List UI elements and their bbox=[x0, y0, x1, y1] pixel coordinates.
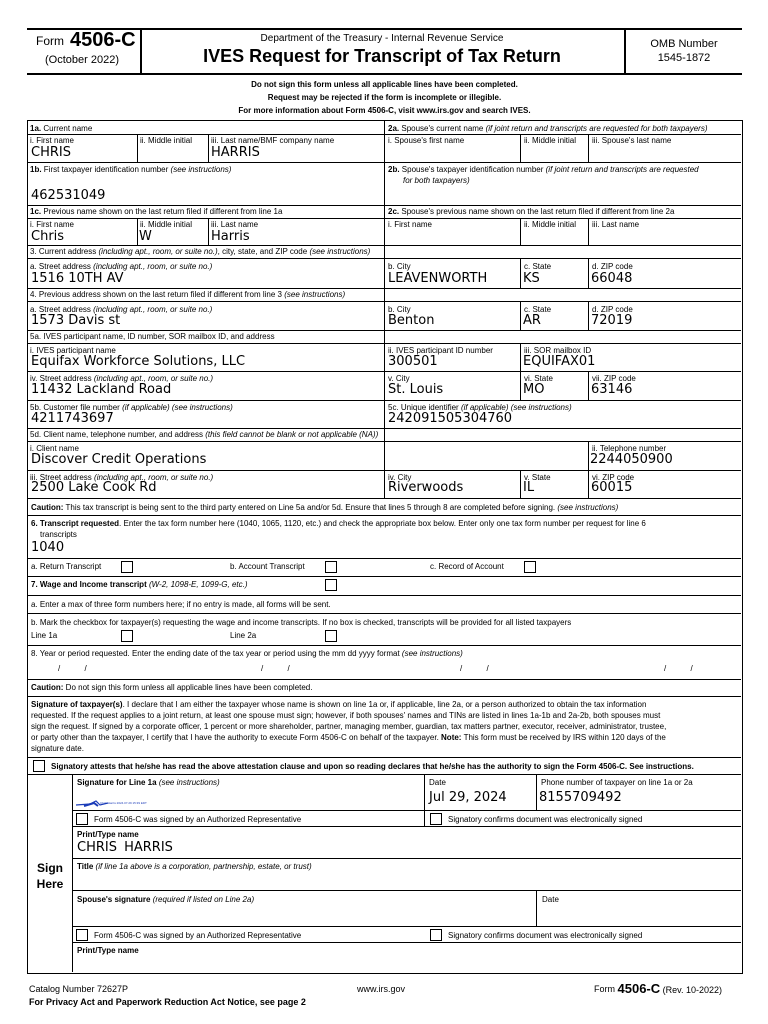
date-field[interactable]: Jul 29, 2024 bbox=[429, 790, 507, 805]
omb-number: 1545-1872 bbox=[657, 52, 711, 64]
line-7a-label: a. Enter a max of three form numbers here; if no entry is made, all forms will be sent. bbox=[31, 600, 331, 609]
ives-state-field[interactable]: MO bbox=[523, 382, 545, 397]
sign-here-label-1: Sign bbox=[37, 861, 63, 875]
period-field-4[interactable]: / / bbox=[664, 664, 693, 673]
last-name-field[interactable]: HARRIS bbox=[211, 145, 260, 160]
client-zip-label: vi. ZIP code bbox=[592, 473, 635, 482]
account-transcript-checkbox[interactable] bbox=[325, 561, 337, 573]
account-transcript-label: b. Account Transcript bbox=[230, 562, 305, 571]
state-field[interactable]: KS bbox=[523, 271, 540, 286]
signature-declaration-2: requested. If the request applies to a joint return, at least one spouse must sign; however, if both spouses' names and TINs are listed in lines 1a-1b and 2a-2b, both spouses must bbox=[31, 711, 661, 720]
return-transcript-checkbox[interactable] bbox=[121, 561, 133, 573]
form-word: Form bbox=[36, 34, 64, 48]
title-label: Title (if line 1a above is a corporation, partnership, estate, or trust) bbox=[77, 862, 312, 871]
prev-last-field[interactable]: Harris bbox=[211, 229, 250, 244]
attestation-text: Signatory attests that he/she has read the above attestation clause and upon so reading declares that he/she has the authority to sign the Form 4506-C. See instructions. bbox=[51, 762, 694, 771]
tin-field[interactable]: 462531049 bbox=[31, 188, 106, 203]
client-zip-field[interactable]: 60015 bbox=[591, 480, 633, 495]
prev-zip-field[interactable]: 72019 bbox=[591, 313, 633, 328]
ives-zip-label: vii. ZIP code bbox=[592, 374, 636, 383]
attestation-checkbox[interactable] bbox=[33, 760, 45, 772]
form-number: 4506-C bbox=[70, 29, 136, 51]
client-city-field[interactable]: Riverwoods bbox=[388, 480, 464, 495]
authorized-rep-label-2: Form 4506-C was signed by an Authorized Representative bbox=[94, 931, 302, 940]
ives-city-label: v. City bbox=[388, 374, 410, 383]
client-state-label: v. State bbox=[524, 473, 551, 482]
city-field[interactable]: LEAVENWORTH bbox=[388, 271, 488, 286]
spouse-middle-label: ii. Middle initial bbox=[524, 136, 577, 145]
line-5a-label: 5a. IVES participant name, ID number, SOR mailbox ID, and address bbox=[30, 332, 275, 341]
line-1a-wage-checkbox[interactable] bbox=[121, 630, 133, 642]
period-field-2[interactable]: / / bbox=[261, 664, 290, 673]
line-2a-wage-label: Line 2a bbox=[230, 631, 257, 640]
prev-middle-label: ii. Middle initial bbox=[140, 220, 193, 229]
sign-here-label-2: Here bbox=[36, 877, 64, 891]
zip-field[interactable]: 66048 bbox=[591, 271, 633, 286]
print-name-field[interactable]: CHRIS HARRIS bbox=[77, 840, 173, 855]
spouse-prev-last-label: iii. Last name bbox=[592, 220, 640, 229]
state-label: c. State bbox=[524, 262, 552, 271]
return-transcript-label: a. Return Transcript bbox=[31, 562, 102, 571]
ives-state-label: vi. State bbox=[524, 374, 553, 383]
street-field[interactable]: 1516 10TH AV bbox=[31, 271, 124, 286]
irs-website-link[interactable]: www.irs.gov bbox=[357, 984, 406, 994]
record-of-account-label: c. Record of Account bbox=[430, 562, 504, 571]
line-2b-label: 2b. Spouse's taxpayer identification number (if joint return and transcripts are requested bbox=[388, 165, 699, 174]
line-8-label: 8. Year or period requested. Enter the ending date of the tax year or period using the mm dd yyyy format (see instructions) bbox=[31, 649, 463, 658]
line-1b-label: 1b. First taxpayer identification number (see instructions) bbox=[30, 165, 232, 174]
client-city-label: iv. City bbox=[388, 473, 412, 482]
prev-first-label: i. First name bbox=[30, 220, 75, 229]
authorized-rep-label: Form 4506-C was signed by an Authorized Representative bbox=[94, 815, 302, 824]
notice-2: Request may be rejected if the form is incomplete or illegible. bbox=[267, 93, 502, 102]
ives-zip-field[interactable]: 63146 bbox=[591, 382, 633, 397]
privacy-notice: For Privacy Act and Paperwork Reduction Act Notice, see page 2 bbox=[29, 997, 306, 1007]
line-7-label: 7. Wage and Income transcript (W-2, 1098-E, 1099-G, etc.) bbox=[31, 580, 248, 589]
middle-initial-label: ii. Middle initial bbox=[140, 136, 193, 145]
line-2b-label-cont: for both taxpayers) bbox=[403, 176, 470, 185]
ives-name-field[interactable]: Equifax Workforce Solutions, LLC bbox=[31, 354, 246, 369]
zip-label: d. ZIP code bbox=[592, 262, 633, 271]
prev-street-field[interactable]: 1573 Davis st bbox=[31, 313, 121, 328]
first-name-label: i. First name bbox=[30, 136, 75, 145]
print-name-label: Print/Type name bbox=[77, 830, 139, 839]
client-name-label: i. Client name bbox=[30, 444, 79, 453]
wage-income-checkbox[interactable] bbox=[325, 579, 337, 591]
line-1a-title: 1a. Current name bbox=[30, 124, 93, 133]
signature-declaration-4: or party other than the taxpayer, I certify that I have the authority to execute Form 4506-C on behalf of the taxpayer. Note: This form must be received by IRS within 120 days of the bbox=[31, 733, 666, 742]
signature-declaration-5: signature date. bbox=[31, 744, 84, 753]
signature-caption: Chris Harris 2024.07.29 15:39 EDT bbox=[100, 801, 147, 805]
prev-city-field[interactable]: Benton bbox=[388, 313, 435, 328]
omb-label: OMB Number bbox=[650, 38, 718, 50]
tax-form-number-field[interactable]: 1040 bbox=[31, 540, 65, 555]
spouse-prev-middle-label: ii. Middle initial bbox=[524, 220, 577, 229]
signature-1a-label: Signature for Line 1a (see instructions) bbox=[77, 778, 220, 787]
line-1c-label: 1c. Previous name shown on the last return filed if different from line 1a bbox=[30, 207, 283, 216]
date-label: Date bbox=[429, 778, 446, 787]
ives-id-field[interactable]: 300501 bbox=[388, 354, 438, 369]
line-5c-label: 5c. Unique identifier (if applicable) (see instructions) bbox=[388, 403, 572, 412]
notice-1: Do not sign this form unless all applicable lines have been completed. bbox=[251, 80, 518, 89]
form-title: IVES Request for Transcript of Tax Return bbox=[203, 46, 561, 66]
client-phone-field[interactable]: 2244050900 bbox=[590, 452, 673, 467]
caution-transcript: Caution: This tax transcript is being sent to the third party entered on Line 5a and/or 5d. Ensure that lines 5 through 8 are completed before signing. (see instructions) bbox=[31, 503, 619, 512]
prev-city-label: b. City bbox=[388, 305, 411, 314]
ives-city-field[interactable]: St. Louis bbox=[388, 382, 444, 397]
line-3-label: 3. Current address (including apt., room, or suite no.), city, state, and ZIP code (see instructions) bbox=[30, 247, 371, 256]
line-4-label: 4. Previous address shown on the last return filed if different from line 3 (see instructions) bbox=[30, 290, 346, 299]
client-state-field[interactable]: IL bbox=[523, 480, 535, 495]
line-7b-label: b. Mark the checkbox for taxpayer(s) requesting the wage and income transcripts. If no box is checked, transcripts will be provided for all listed taxpayers bbox=[31, 618, 572, 627]
ives-name-label: i. IVES participant name bbox=[30, 346, 116, 355]
esign-label: Signatory confirms document was electronically signed bbox=[448, 815, 643, 824]
client-name-field[interactable]: Discover Credit Operations bbox=[31, 452, 207, 467]
form-date: (October 2022) bbox=[45, 54, 119, 66]
line-2a-title: 2a. Spouse's current name (if joint return and transcripts are requested for both taxpayers) bbox=[388, 124, 708, 133]
customer-file-field[interactable]: 4211743697 bbox=[31, 411, 114, 426]
prev-last-label: iii. Last name bbox=[211, 220, 259, 229]
record-of-account-checkbox[interactable] bbox=[524, 561, 536, 573]
client-phone-label: ii. Telephone number bbox=[592, 444, 667, 453]
signature-declaration-3: sign the request. If signed by a corporate officer, 1 percent or more shareholder, partner, managing member, guardian, tax matters partner, executor, receiver, administrator, trustee, bbox=[31, 722, 667, 731]
first-name-field[interactable]: CHRIS bbox=[31, 145, 71, 160]
ives-id-label: ii. IVES participant ID number bbox=[388, 346, 493, 355]
caution-signing: Caution: Do not sign this form unless all applicable lines have been completed. bbox=[31, 683, 313, 692]
line-5d-label: 5d. Client name, telephone number, and address (this field cannot be blank or not applicable (NA)) bbox=[30, 430, 379, 439]
sor-field[interactable]: EQUIFAX01 bbox=[523, 354, 596, 369]
spouse-last-label: iii. Spouse's last name bbox=[592, 136, 672, 145]
client-street-field[interactable]: 2500 Lake Cook Rd bbox=[31, 480, 157, 495]
signature-declaration-1: Signature of taxpayer(s). I declare that I am either the taxpayer whose name is shown on line 1a or, if applicable, line 2a, or a person authorized to obtain the tax information bbox=[31, 700, 647, 709]
spouse-signature-label: Spouse's signature (required if listed on Line 2a) bbox=[77, 895, 255, 904]
phone-label: Phone number of taxpayer on line 1a or 2a bbox=[541, 778, 693, 787]
city-label: b. City bbox=[388, 262, 411, 271]
esign-label-2: Signatory confirms document was electronically signed bbox=[448, 931, 643, 940]
prev-state-field[interactable]: AR bbox=[523, 313, 541, 328]
phone-field[interactable]: 8155709492 bbox=[539, 790, 622, 805]
line-6-label-cont: transcripts bbox=[40, 530, 77, 539]
prev-first-field[interactable]: Chris bbox=[31, 229, 65, 244]
spouse-first-label: i. Spouse's first name bbox=[388, 136, 465, 145]
esign-checkbox[interactable] bbox=[430, 813, 442, 825]
last-name-label: iii. Last name/BMF company name bbox=[211, 136, 335, 145]
notice-3: For more information about Form 4506-C, visit www.irs.gov and search IVES. bbox=[238, 106, 531, 115]
ives-street-field[interactable]: 11432 Lackland Road bbox=[31, 382, 172, 397]
spouse-prev-first-label: i. First name bbox=[388, 220, 433, 229]
authorized-rep-checkbox[interactable] bbox=[76, 813, 88, 825]
esign-checkbox-2[interactable] bbox=[430, 929, 442, 941]
catalog-number: Catalog Number 72627P bbox=[29, 984, 129, 994]
unique-id-field[interactable]: 242091505304760 bbox=[388, 411, 513, 426]
prev-middle-field[interactable]: W bbox=[139, 229, 152, 244]
line-2a-wage-checkbox[interactable] bbox=[325, 630, 337, 642]
spouse-date-label: Date bbox=[542, 895, 559, 904]
sor-label: iii. SOR mailbox ID bbox=[524, 346, 592, 355]
authorized-rep-checkbox-2[interactable] bbox=[76, 929, 88, 941]
prev-state-label: c. State bbox=[524, 305, 552, 314]
line-6-label: 6. Transcript requested. Enter the tax form number here (1040, 1065, 1120, etc.) and check the appropriate box below. Enter only one tax form number per request for line 6 bbox=[31, 519, 646, 528]
line-5b-label: 5b. Customer file number (if applicable) (see instructions) bbox=[30, 403, 233, 412]
line-1a-wage-label: Line 1a bbox=[31, 631, 58, 640]
footer-form-id: Form 4506-C (Rev. 10-2022) bbox=[594, 981, 723, 996]
line-2c-label: 2c. Spouse's previous name shown on the last return filed if different from line 2a bbox=[388, 207, 675, 216]
print-name-label-2: Print/Type name bbox=[77, 946, 139, 955]
department: Department of the Treasury - Internal Revenue Service bbox=[260, 33, 504, 44]
period-field-1[interactable]: / / bbox=[58, 664, 87, 673]
period-field-3[interactable]: / / bbox=[460, 664, 489, 673]
prev-zip-label: d. ZIP code bbox=[592, 305, 633, 314]
